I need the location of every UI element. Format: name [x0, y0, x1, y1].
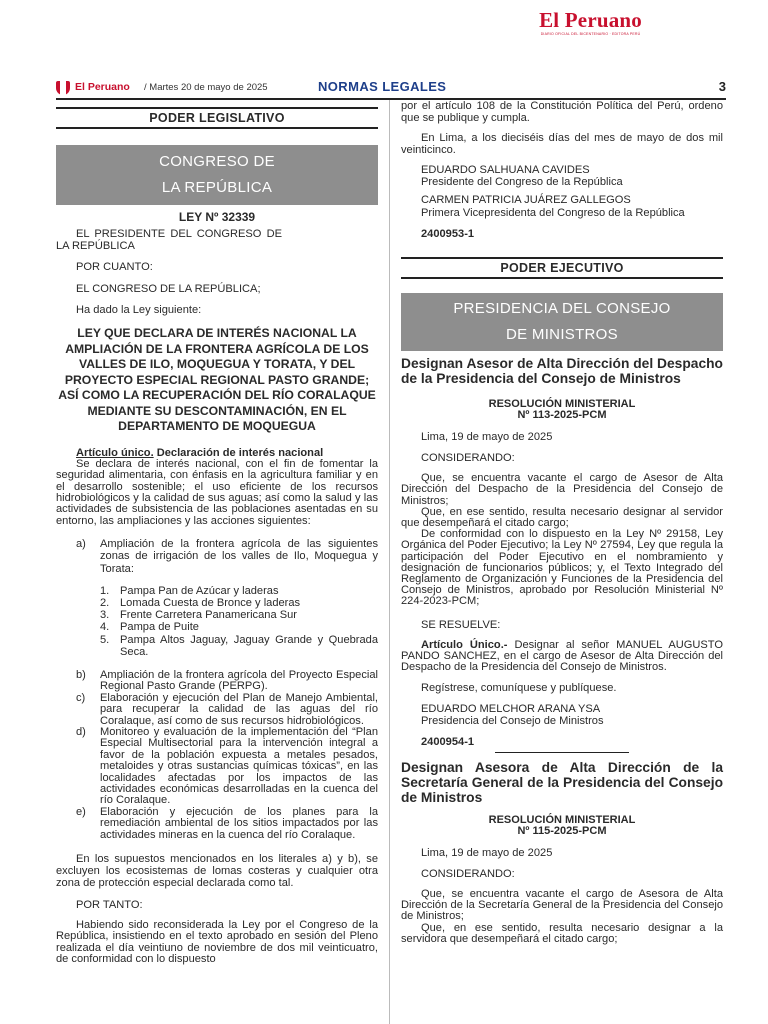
resolution-date: Lima, 19 de mayo de 2025 — [421, 846, 553, 859]
section-band-legislativo: PODER LEGISLATIVO — [56, 107, 378, 129]
considerando-heading: CONSIDERANDO: — [421, 867, 515, 880]
list-item-text: Monitoreo y evaluación de la implementación del “Plan Especial Multisectorial para la intervención integral a favor de la población expuesta a metales pesados, metaloides y otras sustancias químicas tóxicas”, en las localidades afectadas por los impactos de las actividades económicas desarrolladas en la cuenca del río Coralaque. — [100, 726, 378, 807]
sub-list-number: 5. — [100, 633, 110, 646]
sub-list-number: 3. — [100, 609, 110, 622]
resolution-article-label: Artículo Único.- — [421, 638, 508, 651]
list-item-text: Ampliación de la frontera agrícola del Proyecto Especial Regional Pasto Grande (PERPG). — [100, 668, 378, 693]
running-header — [56, 79, 726, 97]
headline-2: Designan Asesora de Alta Dirección de la Secretaría General de la Presidencia del Consejo de Ministros — [401, 760, 723, 805]
list-item-label: e) — [76, 805, 86, 818]
sub-list-item — [100, 634, 378, 658]
institution-line-2: LA REPÚBLICA — [161, 179, 273, 197]
masthead-brand-name: El Peruano — [539, 8, 642, 32]
sub-list-item — [100, 597, 378, 609]
list-item-label: d) — [76, 726, 86, 739]
paragraph-ha-dado: Ha dado la Ley siguiente: — [76, 303, 202, 316]
signature-name: EDUARDO SALHUANA CAVIDES — [421, 164, 590, 176]
considerando-paragraph: Que, en ese sentido, resulta necesario designar a la servidora que desempeñará el citado cargo; — [401, 921, 723, 945]
list-item — [56, 538, 378, 575]
sub-list-number: 4. — [100, 621, 110, 634]
sub-list-text: Pampa Pan de Azúcar y laderas — [120, 584, 279, 597]
list-item-label: a) — [76, 538, 86, 551]
paragraph-habiendo: Habiendo sido reconsiderada la Ley por el Congreso de la República, insistiendo en el texto aprobado en sesión del Pleno realizada el día veintiuno de noviembre de dos mil veinticuatro, de conformidad con lo dispuesto — [56, 918, 378, 966]
considerando-paragraph: Que, se encuentra vacante el cargo de Asesor de Alta Dirección del Despacho de la Presidencia del Consejo de Ministros; — [401, 472, 723, 507]
header-date: / Martes 20 de mayo de 2025 — [144, 82, 268, 93]
sub-list-number: 1. — [100, 584, 110, 597]
paragraph-por-cuanto: POR CUANTO: — [76, 261, 153, 274]
column-divider — [389, 100, 390, 1024]
considerando-paragraph: Que, en ese sentido, resulta necesario designar al servidor que desempeñará el citado cargo; — [401, 505, 723, 530]
masthead-tagline: DIARIO OFICIAL DEL BICENTENARIO · EDITORA PERÚ — [540, 32, 641, 36]
considerando-heading: CONSIDERANDO: — [421, 452, 515, 465]
signature-block-3 — [401, 703, 723, 727]
page-number: 3 — [718, 79, 726, 94]
left-column — [56, 100, 378, 966]
signature-block-1 — [401, 164, 723, 188]
resuelve-heading: SE RESUELVE: — [421, 618, 501, 631]
paragraph-en-lima: En Lima, a los dieciséis días del mes de mayo de dos mil veinticinco. — [401, 132, 723, 156]
sub-list-text: Lomada Cuesta de Bronce y laderas — [120, 596, 301, 609]
publication-code: 2400953-1 — [421, 227, 475, 240]
article-heading — [56, 447, 378, 459]
list-item-text: Elaboración y ejecución del Plan de Manejo Ambiental, para recuperar la calidad de las aguas del río Coralaque, así como de sus recursos hidrobiológicos. — [100, 691, 378, 727]
considerando-paragraph: De conformidad con lo dispuesto en la Ley Nº 29158, Ley Orgánica del Poder Ejecutivo; la Ley Nº 27594, Ley que regula la participación del Poder Ejecutivo en el nombramiento y designación de funcionarios públicos; y, el Texto Integrado del Reglamento de Organización y Funciones de la Presidencia del Consejo de Ministros, aprobado por Resolución Ministerial Nº 224-2023-PCM; — [401, 528, 723, 608]
sub-list — [56, 585, 378, 658]
headline-1: Designan Asesor de Alta Dirección del Despacho de la Presidencia del Consejo de Ministros — [401, 356, 723, 387]
resolution-label: RESOLUCIÓN MINISTERIAL — [488, 397, 636, 410]
resolution-label: RESOLUCIÓN MINISTERIAL — [488, 813, 636, 826]
list-item-text: Elaboración y ejecución de los planes para la remediación ambiental de los sitios impactados por las actividades mineras en la cuenca del río Coralaque. — [100, 805, 378, 841]
resolution-number-2 — [401, 815, 723, 838]
publication-code: 2400954-1 — [421, 736, 475, 749]
article-title: Declaración de interés nacional — [153, 446, 324, 459]
right-column — [401, 100, 723, 945]
shield-icon — [56, 81, 70, 95]
list-item — [76, 693, 378, 727]
institution-line-1: CONGRESO DE — [159, 153, 275, 171]
signature-name: EDUARDO MELCHOR ARANA YSA — [421, 702, 601, 715]
considerando-body — [401, 889, 723, 945]
paragraph-supuestos: En los supuestos mencionados en los literales a) y b), se excluyen los ecosistemas de lomas costeras y cualquier otra zona de protección especial declarada como tal. — [56, 853, 378, 890]
signature-block-2 — [401, 194, 723, 218]
resolution-article — [401, 640, 723, 674]
signature-role: Presidente del Congreso de la República — [421, 176, 623, 189]
paragraph-congreso: EL CONGRESO DE LA REPÚBLICA; — [76, 282, 261, 295]
paragraph-presidente: EL PRESIDENTE DEL CONGRESO DE LA REPÚBLICA — [56, 228, 282, 252]
paragraph-por-tanto: POR TANTO: — [76, 898, 143, 911]
signature-name: CARMEN PATRICIA JUÁREZ GALLEGOS — [421, 194, 631, 207]
header-brand: El Peruano — [75, 81, 130, 93]
list-item — [76, 670, 378, 693]
registrese-line: Regístrese, comuníquese y publíquese. — [421, 682, 617, 695]
sub-list-number: 2. — [100, 596, 110, 609]
list-item — [76, 727, 378, 807]
institution-box-pcm — [401, 293, 723, 351]
sub-list-item — [100, 621, 378, 633]
separator-line — [495, 752, 629, 753]
signature-role: Presidencia del Consejo de Ministros — [421, 714, 604, 727]
resolution-article-text: Designar al señor MANUEL AUGUSTO PANDO SANCHEZ, en el cargo de Asesor de Alta Dirección del Despacho de la Presidencia del Consejo de Ministros. — [401, 638, 723, 674]
list-item-label: b) — [76, 668, 86, 681]
sub-list-text: Pampa Altos Jaguay, Jaguay Grande y Quebrada Seca. — [120, 633, 378, 658]
resolution-number-1 — [401, 399, 723, 422]
items-list — [56, 670, 378, 841]
institution-line-1: PRESIDENCIA DEL CONSEJO — [453, 300, 671, 318]
header-section: NORMAS LEGALES — [318, 79, 447, 94]
paragraph-continuation: por el artículo 108 de la Constitución Política del Perú, ordeno que se publique y cumpla. — [401, 100, 723, 124]
institution-box-congreso — [56, 145, 378, 205]
signature-role: Primera Vicepresidenta del Congreso de la República — [421, 206, 685, 219]
sub-list-text: Pampa de Puite — [120, 621, 199, 634]
considerando-paragraph: Que, se encuentra vacante el cargo de Asesora de Alta Dirección de la Secretaría General de la Presidencia del Consejo de Ministros; — [401, 888, 723, 923]
law-number: LEY Nº 32339 — [178, 210, 256, 225]
law-title: LEY QUE DECLARA DE INTERÉS NACIONAL LA AMPLIACIÓN DE LA FRONTERA AGRÍCOLA DE LOS VALLES DE ILO, MOQUEGUA Y TORATA, Y DEL PROYECTO ESPECIAL REGIONAL PASTO GRANDE; ASÍ COMO LA RECUPERACIÓN DEL RÍO CORALAQUE MEDIANTE SU DESCONTAMINACIÓN, EN EL DEPARTAMENTO DE MOQUEGUA — [58, 326, 376, 434]
sub-list-item — [100, 585, 378, 597]
list-item-label: c) — [76, 691, 86, 704]
section-band-ejecutivo: PODER EJECUTIVO — [401, 257, 723, 279]
considerando-body — [401, 473, 723, 607]
sub-list-text: Frente Carretera Panamericana Sur — [120, 609, 297, 622]
sub-list-item — [100, 609, 378, 621]
resolution-date: Lima, 19 de mayo de 2025 — [421, 430, 553, 443]
masthead-logo — [539, 8, 642, 36]
article-label: Artículo único. — [76, 446, 154, 459]
resolution-code: Nº 113-2025-PCM — [517, 409, 607, 422]
list-item-text: Ampliación de la frontera agrícola de las siguientes zonas de irrigación de los valles de Ilo, Moquegua y Torata: — [100, 538, 378, 575]
institution-line-2: DE MINISTROS — [506, 326, 618, 344]
article-body: Se declara de interés nacional, con el fin de fomentar la seguridad alimentaria, con énfasis en la agricultura familiar y en el desarrollo sostenible; el uso eficiente de los recursos hidrobiológicos y la calidad de sus aguas; así como la salud y las actividades de subsistencia de las poblaciones asentadas en su entorno, las ampliaciones y las acciones siguientes: — [56, 457, 378, 527]
resolution-code: Nº 115-2025-PCM — [517, 825, 607, 838]
list-item — [76, 807, 378, 841]
